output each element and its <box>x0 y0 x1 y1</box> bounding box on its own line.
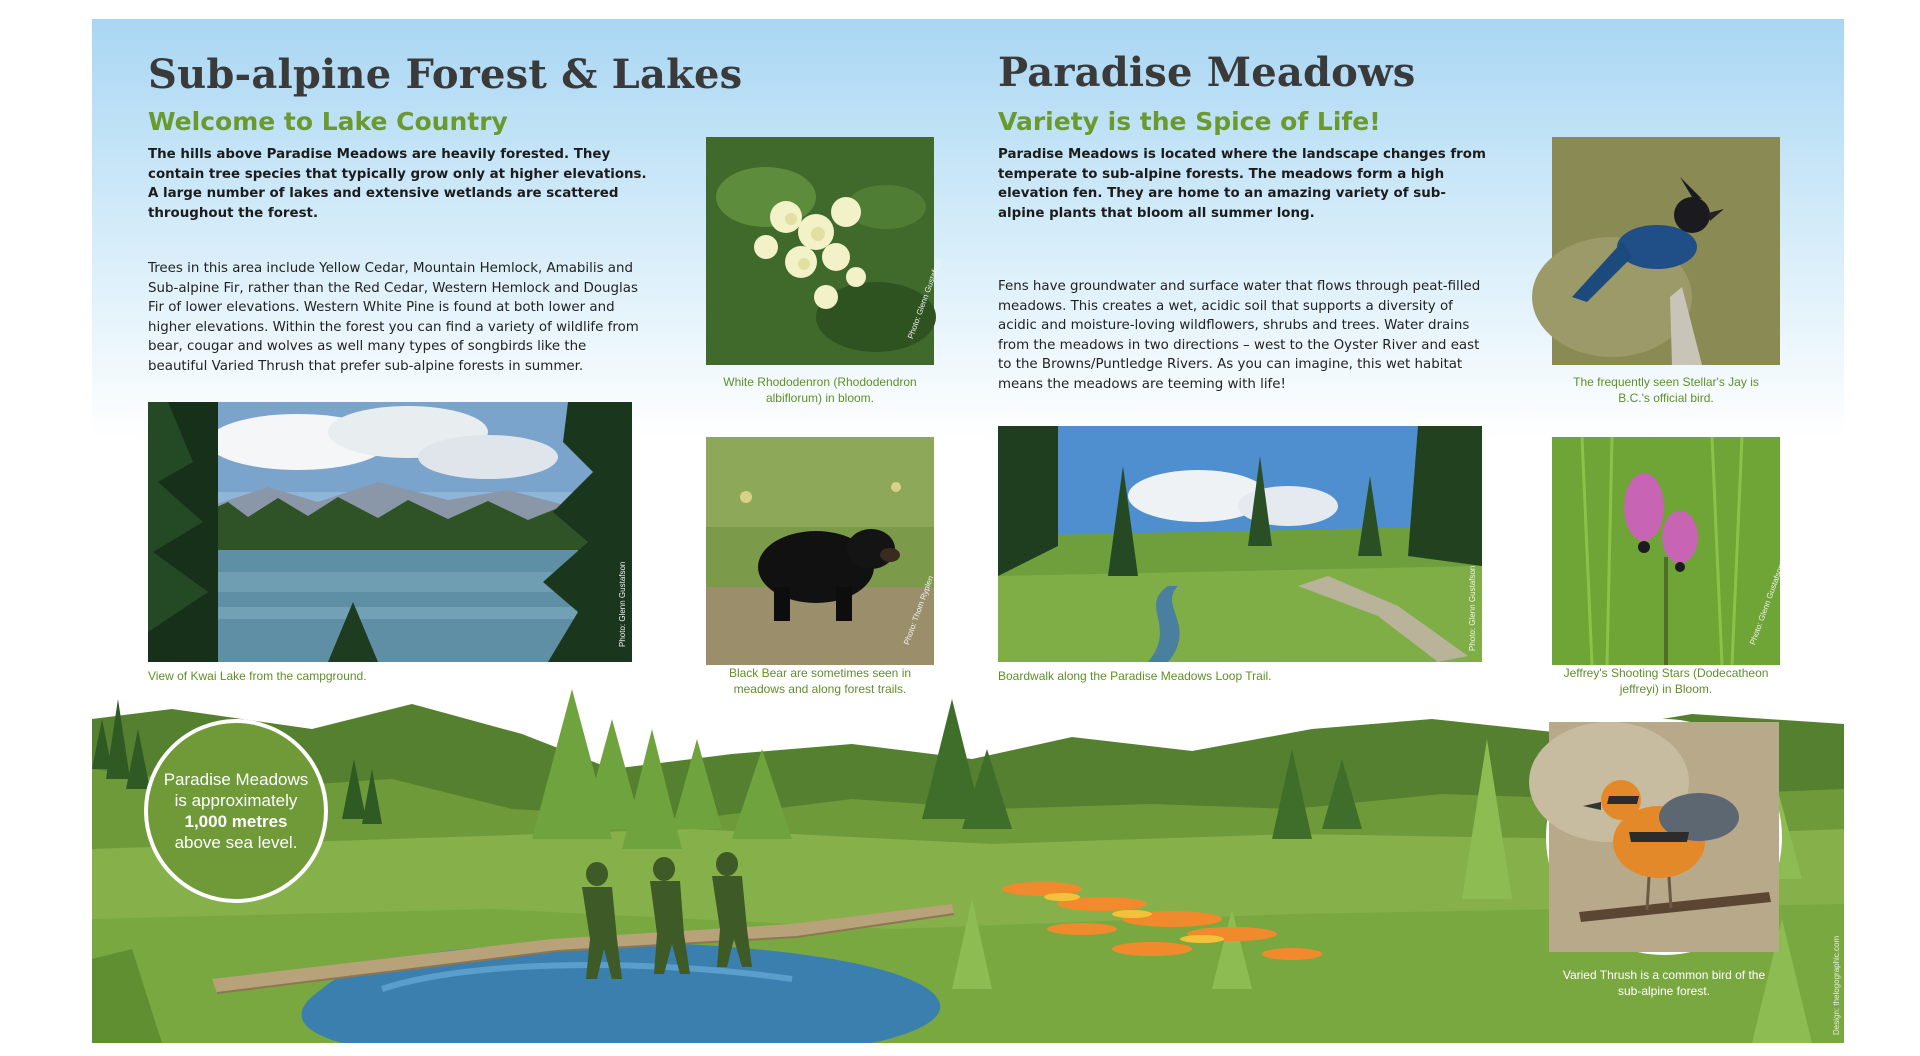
boardwalk-photo <box>998 426 1482 662</box>
left-title: Sub-alpine Forest & Lakes <box>148 51 743 98</box>
boardwalk-credit: Photo: Glenn Gustafson <box>1468 565 1477 651</box>
left-subtitle: Welcome to Lake Country <box>148 107 508 136</box>
kwai-lake-photo <box>148 402 632 662</box>
varied-thrush-photo <box>1546 719 1782 955</box>
shooting-star-photo <box>1552 437 1786 665</box>
right-lead-paragraph: Paradise Meadows is located where the landscape changes from temperate to sub-alpine forests. The meadows form a high elevation fen. They are home to an amazing variety of sub-alpine plants that bloom all summer long. <box>998 147 1486 221</box>
jay-caption: The frequently seen Stellar's Jay is B.C.'s official bird. <box>1573 375 1759 405</box>
bear-caption: Black Bear are sometimes seen in meadows and along forest trails. <box>728 666 912 696</box>
right-body-paragraph: Fens have groundwater and surface water that flows through peat-filled meadows. This creates a wet, acidic soil that supports a diversity of acidic and moisture-loving wildflowers, shrubs and trees. Water drains from the meadows in two directions – west to the Oyster River and east to the Browns/Puntledge Rivers. As you can imagine, this wet habitat means the meadows are teeming with life! <box>998 279 1481 392</box>
lake-photo-caption: View of Kwai Lake from the campground. <box>148 669 367 683</box>
right-title: Paradise Meadows <box>998 49 1416 96</box>
badge-bold-elevation: 1,000 metres <box>184 812 288 831</box>
boardwalk-caption: Boardwalk along the Paradise Meadows Loop Trail. <box>998 669 1272 683</box>
right-subtitle: Variety is the Spice of Life! <box>998 107 1381 136</box>
thrush-caption: Varied Thrush is a common bird of the sub-alpine forest. <box>1562 968 1766 998</box>
elevation-badge-text <box>161 769 311 853</box>
bear-credit: Photo: Thom Ryplen <box>902 574 936 647</box>
left-lead-paragraph: The hills above Paradise Meadows are heavily forested. They contain tree species that typically grow only at higher elevations. A large number of lakes and extensive wetlands are scattered throughout the forest. <box>148 147 647 221</box>
badge-line1: Paradise Meadows is approximately <box>163 770 309 810</box>
elevation-badge <box>144 719 328 903</box>
rhododendron-photo <box>706 137 944 365</box>
interpretive-panel <box>92 19 1844 1043</box>
black-bear-photo <box>706 437 934 665</box>
rhododendron-credit: Photo: Glenn Gustafson <box>906 256 944 341</box>
shooting-star-caption: Jeffrey's Shooting Stars (Dodecatheon jeffreyi) in Bloom. <box>1563 666 1769 696</box>
design-credit: Design: thelogographic.com <box>1832 935 1841 1035</box>
left-body-paragraph: Trees in this area include Yellow Cedar, Mountain Hemlock, Amabilis and Sub-alpine Fir, rather than the Red Cedar, Western Hemlock and Douglas Fir of lower elevations. Western White Pine is found at both lower and higher elevations. Within the forest you can find a variety of wildlife from bear, cougar and wolves as well many types of songbirds like the beautiful Varied Thrush that prefer sub-alpine forests in summer. <box>148 261 639 374</box>
rhododendron-caption: White Rhododenron (Rhododendron albiflorum) in bloom. <box>723 375 917 405</box>
shooting-star-credit: Photo: Glenn Gustafson <box>1748 562 1786 647</box>
lake-photo-credit: Photo: Glenn Gustafson <box>618 561 627 647</box>
stellers-jay-photo <box>1552 137 1780 365</box>
badge-line2: above sea level. <box>174 833 298 852</box>
